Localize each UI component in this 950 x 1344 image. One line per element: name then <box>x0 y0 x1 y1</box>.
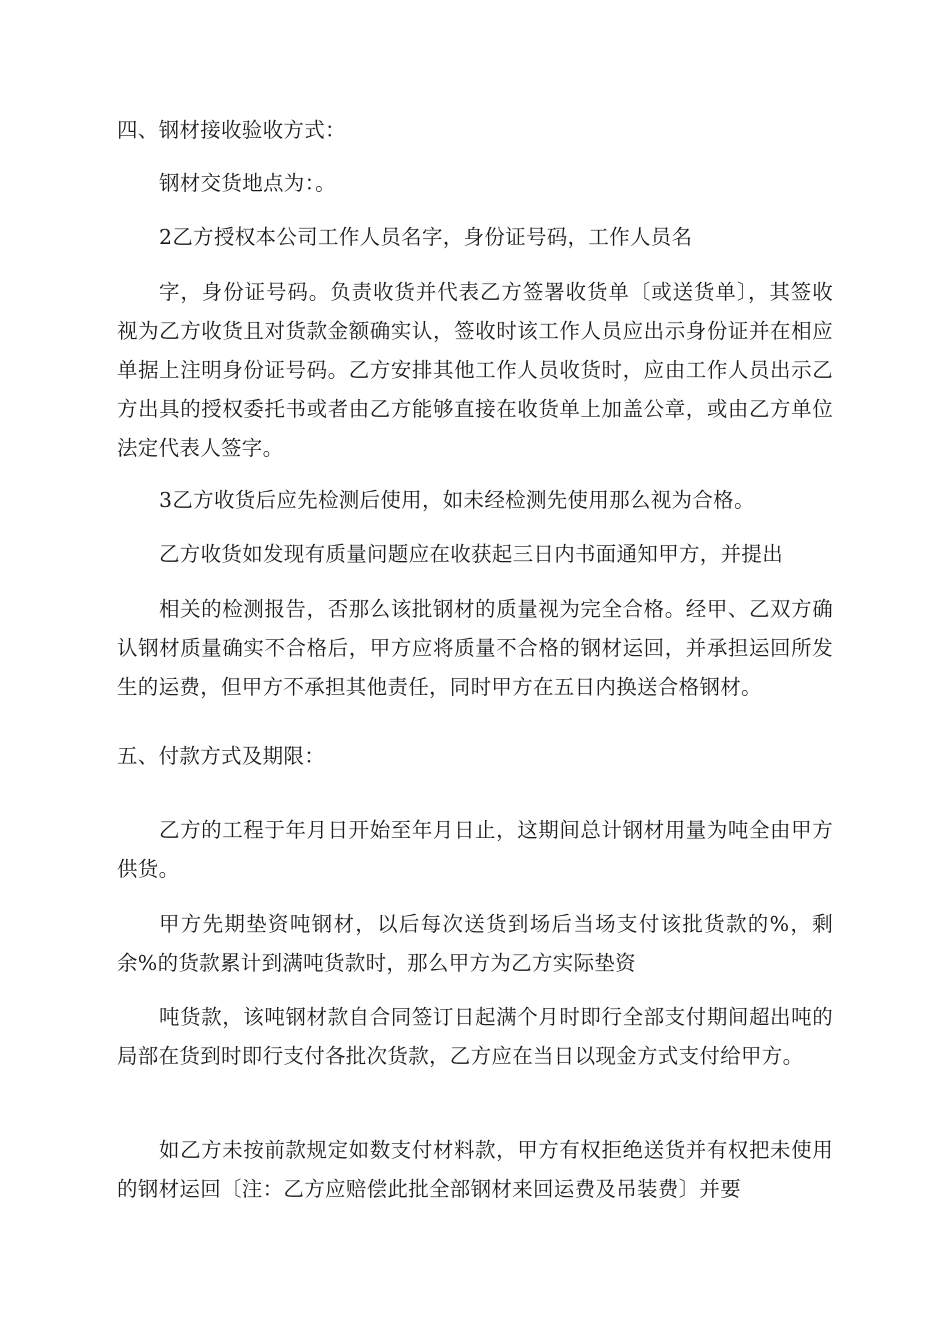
paragraph-nonpayment-clause: 如乙方未按前款规定如数支付材料款，甲方有权拒绝送货并有权把未使用的钢材运回〔注：乙方应赔偿此批全部钢材来回运费及吊装费〕并要 <box>117 1138 833 1201</box>
paragraph-quality-notice: 乙方收货如发现有质量问题应在收获起三日内书面通知甲方，并提出 <box>159 542 783 566</box>
paragraph-advance-payment: 甲方先期垫资吨钢材，以后每次送货到场后当场支付该批货款的%，剩余%的货款累计到满吨货款时，那么甲方为乙方实际垫资 <box>117 912 833 975</box>
paragraph-clause-2: 2乙方授权本公司工作人员名字，身份证号码，工作人员名 <box>159 225 693 249</box>
paragraph-quality-continued: 相关的检测报告，否那么该批钢材的质量视为完全合格。经甲、乙双方确认钢材质量确实不合格后，甲方应将质量不合格的钢材运回，并承担运回所发生的运费，但甲方不承担其他责任，同时甲方在五日内换送合格钢材。 <box>117 597 833 699</box>
paragraph-project-period: 乙方的工程于年月日开始至年月日止，这期间总计钢材用量为吨全由甲方供货。 <box>117 818 833 881</box>
paragraph-delivery-location: 钢材交货地点为：。 <box>159 171 336 195</box>
paragraph-payment-continued: 吨货款，该吨钢材款自合同签订日起满个月时即行全部支付期间超出吨的局部在货到时即行支付各批次货款，乙方应在当日以现金方式支付给甲方。 <box>117 1005 833 1068</box>
paragraph-clause-3: 3乙方收货后应先检测后使用，如未经检测先使用那么视为合格。 <box>159 488 755 512</box>
paragraph-clause-2-continued: 字，身份证号码。负责收货并代表乙方签署收货单〔或送货单〕，其签收视为乙方收货且对货款金额确实认，签收时该工作人员应出示身份证并在相应单据上注明身份证号码。乙方安排其他工作人员收货时，应由工作人员出示乙方出具的授权委托书或者由乙方能够直接在收货单上加盖公章，或由乙方单位法定代表人签字。 <box>117 280 833 460</box>
section-heading-4: 四、钢材接收验收方式： <box>117 118 346 142</box>
section-heading-5: 五、付款方式及期限： <box>117 744 325 768</box>
